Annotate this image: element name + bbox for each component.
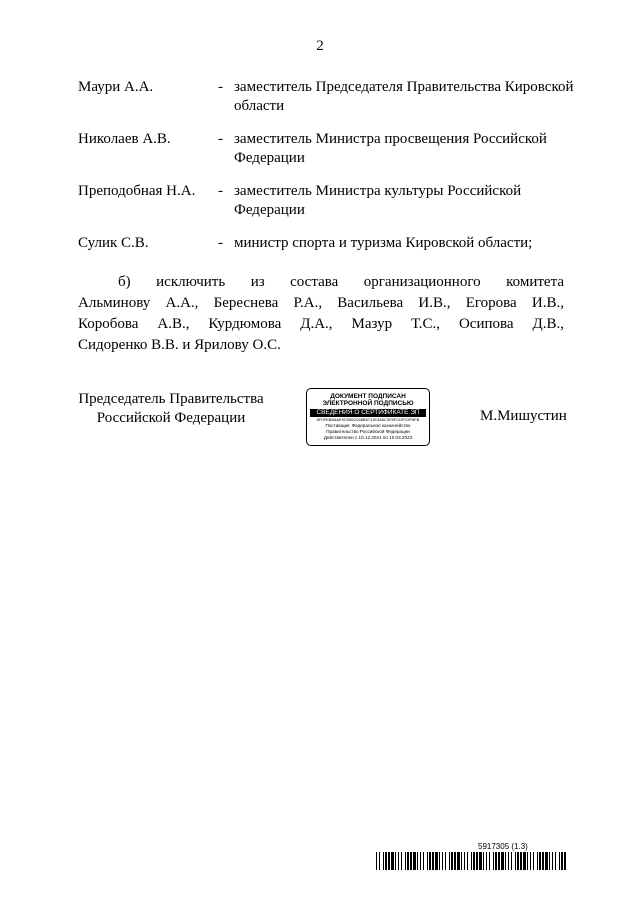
stamp-issuer: Поставщик: Федеральное казначейство — [325, 423, 411, 428]
stamp-band: СВЕДЕНИЯ О СЕРТИФИКАТЕ ЭП — [310, 409, 426, 417]
member-role: заместитель Министра культуры Российской Федерации — [234, 183, 522, 218]
document-code: 5917305 (1.3) — [478, 842, 528, 851]
member-name: Сулик С.В. — [78, 235, 149, 251]
member-dash: - — [218, 131, 223, 147]
barcode — [376, 852, 566, 870]
member-role: заместитель Министра просвещения Российской Федерации — [234, 131, 547, 166]
signer-name: М.Мишустин — [480, 408, 567, 424]
member-name: Преподобная Н.А. — [78, 183, 196, 199]
member-role: министр спорта и туризма Кировской области; — [234, 235, 533, 251]
stamp-owner: Правительство Российской Федерации — [326, 429, 410, 434]
e-signature-stamp — [306, 388, 430, 446]
page-number: 2 — [316, 38, 324, 54]
member-dash: - — [218, 79, 223, 95]
chair-position — [78, 390, 264, 428]
position-line-2: Российской Федерации — [96, 410, 246, 426]
stamp-title-1: ДОКУМЕНТ ПОДПИСАН — [330, 393, 406, 400]
member-name: Николаев А.В. — [78, 131, 171, 147]
member-role: заместитель Председателя Правительства Кировской области — [234, 79, 574, 114]
exclude-line-3: Коробова А.В., Курдюмова Д.А., Мазур Т.С., Осипова Д.В., — [78, 316, 564, 332]
exclude-line-1: б) исключить из состава организационного комитета — [118, 274, 564, 290]
stamp-title-2: ЭЛЕКТРОННОЙ ПОДПИСЬЮ — [322, 400, 414, 407]
stamp-validity: Действителен с 10.12.2021 по 10.03.2023 — [323, 435, 413, 440]
member-dash: - — [218, 235, 223, 251]
stamp-cert: 5F0FEB8AAE9C5502C68B6711E3A6C3F6FCDFC5F5FB — [316, 417, 420, 422]
member-name: Маури А.А. — [78, 79, 154, 95]
position-line-1: Председатель Правительства — [78, 391, 264, 407]
exclude-line-2: Альминову А.А., Береснева Р.А., Васильева И.В., Егорова И.В., — [78, 295, 564, 311]
exclude-line-4: Сидоренко В.В. и Ярилову О.С. — [78, 337, 281, 353]
member-dash: - — [218, 183, 223, 199]
